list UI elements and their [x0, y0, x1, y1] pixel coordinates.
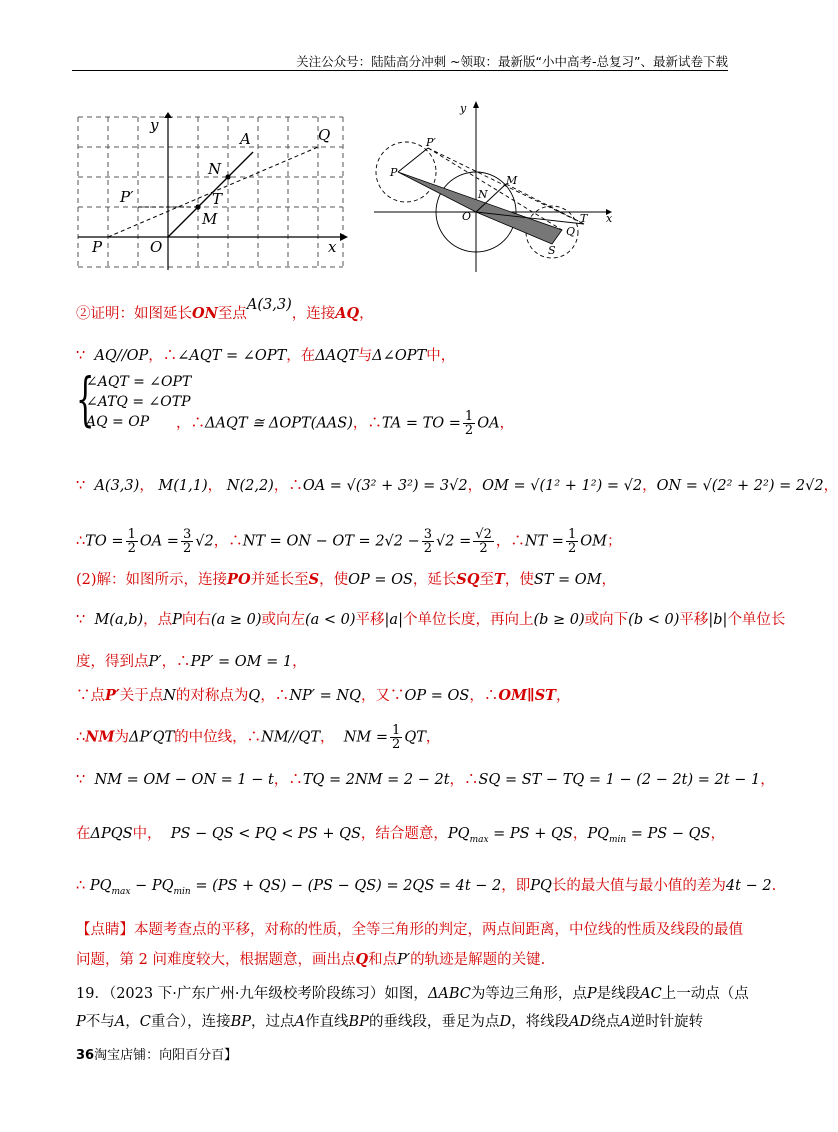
- fig2-label-y: y: [460, 102, 467, 115]
- solution-line-2: ∵ M(a,b)，点P向右(a ≥ 0)或向左(a < 0)平移|a|个单位长度，再向上(b ≥ 0)或向下(b < 0)平移|b|个单位长: [76, 612, 786, 628]
- solution-line-1: (2)解：如图所示，连接PO并延长至S，使OP = OS，延长SQ至T，使ST = OM，: [76, 571, 617, 588]
- system-row-3: AQ = OP: [86, 414, 150, 430]
- page-number: 36: [76, 1048, 95, 1063]
- system-brace: {: [76, 365, 95, 433]
- fig1-label-t: T: [212, 190, 223, 208]
- fig1-label-n: N: [208, 160, 222, 178]
- figure-grid-coordinate: [78, 112, 348, 272]
- fig2-label-x: x: [606, 212, 613, 225]
- fig1-label-a: A: [240, 130, 251, 148]
- fig2-label-m: M: [506, 174, 518, 187]
- fig1-label-x: x: [328, 238, 337, 256]
- fig2-label-o: O: [462, 210, 472, 223]
- question-19-line-2: P不与A，C重合），连接BP，过点A作直线BP的垂线段，垂足为点D，将线段AD绕点A逆时针旋转: [76, 1014, 704, 1030]
- question-19-line-1: 19．（2023 下·广东广州·九年级校考阶段练习）如图，ΔABC为等边三角形，点P是线段AC上一动点（点: [76, 986, 749, 1002]
- fig2-label-s: S: [548, 244, 556, 257]
- proof-line-5: ∴TO = $\frac{1}{2}$ OA = $\frac{3}{2}$ √2，∴NT = ON − OT = 2√2 − $\frac{3}{2}$ √2 = $\frac{√2}{2}$ ，∴NT = $\frac{1}{2}$ OM；: [76, 527, 622, 556]
- shop-label: 淘宝店铺：向阳百分百】: [94, 1048, 238, 1063]
- solution-line-6: ∵ NM = OM − ON = 1 − t，∴TQ = 2NM = 2 − 2t，∴SQ = ST − TQ = 1 − (2 − 2t) = 2t − 1，: [76, 772, 775, 788]
- figure-circles-shaded-triangle: [366, 96, 616, 276]
- fig1-label-y: y: [150, 116, 159, 134]
- fig2-label-n: N: [478, 188, 488, 201]
- fig1-label-p: P: [92, 238, 103, 256]
- solution-line-4: ∵点P′关于点N的对称点为Q，∴NP′ = NQ，又∵OP = OS，∴OM∥ST，: [76, 687, 571, 704]
- fig1-label-p-prime: P′: [120, 188, 134, 206]
- fig2-label-q: Q: [566, 225, 576, 238]
- solution-line-3: 度，得到点P′，∴PP′ = OM = 1，: [76, 654, 307, 670]
- fig1-label-q: Q: [318, 126, 331, 144]
- fig2-label-t: T: [580, 212, 588, 225]
- solution-line-8: ∴ $PQ_{max} - PQ_{min} = (PS + QS) - (PS - QS) = 2QS = 4t - 2$，即PQ长的最大值与最小值的差为4t − 2.: [76, 878, 777, 897]
- system-row-1: ∠AQT = ∠OPT: [86, 374, 192, 390]
- key-point-line-2: 问题，第 2 问难度较大，根据题意，画出点Q和点P′的轨迹是解题的关键.: [76, 951, 546, 968]
- fig2-label-p-prime: P′: [426, 136, 436, 149]
- solution-line-7: 在ΔPQS中， PS − QS < PQ < PS + QS，结合题意，$PQ_{max}$ = PS + QS，$PQ_{min}$ = PS − QS，: [76, 826, 725, 845]
- key-point-line-1: 【点睛】本题考查点的平移，对称的性质，全等三角形的判定，两点间距离，中位线的性质及线段的最值: [76, 922, 743, 938]
- proof-line-1: ②证明：如图延长ON至点A(3,3)，连接AQ，: [76, 297, 374, 322]
- solution-line-5: ∴NM为ΔP′QT的中位线，∴NM//QT， NM = $\frac{1}{2}$ QT，: [76, 723, 441, 752]
- fig1-label-o: O: [150, 238, 163, 256]
- proof-line-4: ∵ A(3,3)， M(1,1)， N(2,2)，∴OA = √(3² + 3²) = 3√2，OM = √(1² + 1²) = √2，ON = √(2² + 2²) = 2√2，: [76, 478, 838, 494]
- system-row-2: ∠ATQ = ∠OTP: [86, 394, 191, 410]
- page-header: 关注公众号：陆陆高分冲刺 ~领取：最新版“小中高考-总复习”、最新试卷下载: [296, 54, 728, 69]
- proof-line-3: ，∴ΔAQT ≅ ΔOPT(AAS)，∴TA = TO = $\frac{1}{2}$ OA，: [176, 409, 515, 438]
- fig1-label-m: M: [202, 210, 218, 228]
- page-footer: [76, 1044, 237, 1063]
- fig2-label-p: P: [390, 166, 398, 179]
- header-rule: [72, 70, 728, 71]
- proof-line-2: ∵ AQ//OP，∴∠AQT = ∠OPT，在ΔAQT与Δ∠OPT中，: [76, 348, 456, 364]
